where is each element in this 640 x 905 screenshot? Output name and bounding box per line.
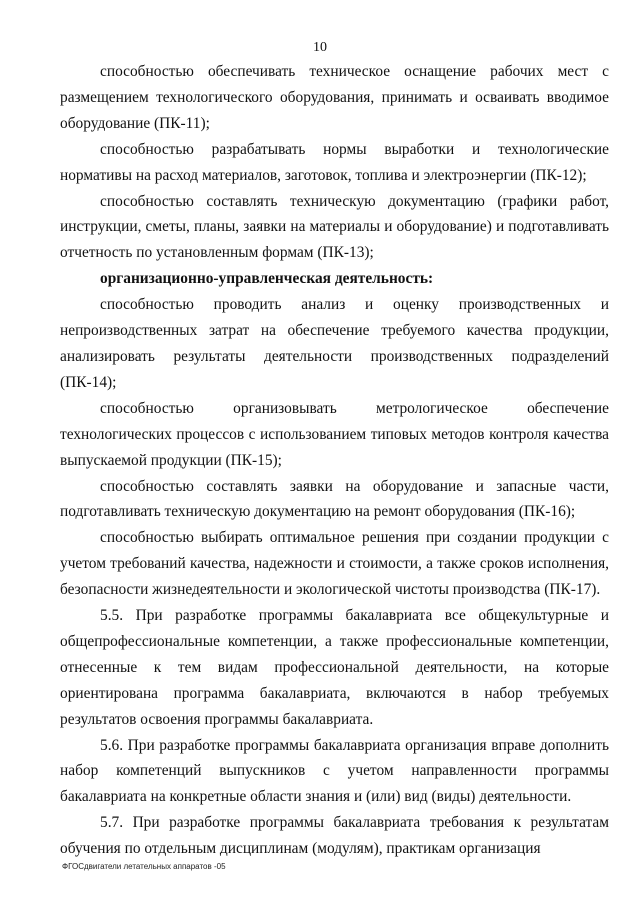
paragraph-pk-12: способностью разрабатывать нормы выработки и технологические нормативы на расход материалов, заготовок, топлива и электроэнергии (ПК-12);	[60, 140, 609, 184]
section-heading: организационно-управленческая деятельность:	[100, 270, 434, 288]
page-number: 10	[313, 40, 327, 55]
paragraph-pk-14: способностью проводить анализ и оценку производственных и непроизводственных затрат на обеспечение требуемого качества продукции, анализировать результаты деятельности производственных подразделений (ПК-14);	[60, 296, 609, 391]
document-body	[60, 59, 609, 862]
paragraph-pk-15: способностью организовывать метрологическое обеспечение технологических процессов с использованием типовых методов контроля качества выпускаемой продукции (ПК-15);	[60, 399, 609, 469]
paragraph-pk-13: способностью составлять техническую документацию (графики работ, инструкции, сметы, планы, заявки на материалы и оборудование) и подготавливать отчетность по установленным формам (ПК-13);	[60, 192, 609, 262]
paragraph-pk-16: способностью составлять заявки на оборудование и запасные части, подготавливать техническую документацию на ремонт оборудования (ПК-16);	[60, 477, 609, 521]
paragraph-pk-11: способностью обеспечивать техническое оснащение рабочих мест с размещением технологического оборудования, принимать и осваивать вводимое оборудование (ПК-11);	[60, 63, 609, 132]
footer-label: ФГОСдвигатели летательных аппаратов -05	[62, 862, 226, 871]
paragraph-5-5: 5.5. При разработке программы бакалавриата все общекультурные и общепрофессиональные компетенции, а также профессиональные компетенции, отнесенные к тем видам профессиональной деятельности, на которые ориентирована программа бакалавриата, включаются в набор требуемых результатов освоения программы бакалавриата.	[60, 607, 609, 728]
paragraph-pk-17: способностью выбирать оптимальное решения при создании продукции с учетом требований качества, надежности и стоимости, а также сроков исполнения, безопасности жизнедеятельности и экологической чистоты производства (ПК-17).	[60, 529, 609, 599]
paragraph-5-7: 5.7. При разработке программы бакалавриата требования к результатам обучения по отдельным дисциплинам (модулям), практикам организация	[60, 814, 609, 858]
paragraph-5-6: 5.6. При разработке программы бакалавриата организация вправе дополнить набор компетенций выпускников с учетом направленности программы бакалавриата на конкретные области знания и (или) вид (виды) деятельности.	[60, 736, 609, 806]
